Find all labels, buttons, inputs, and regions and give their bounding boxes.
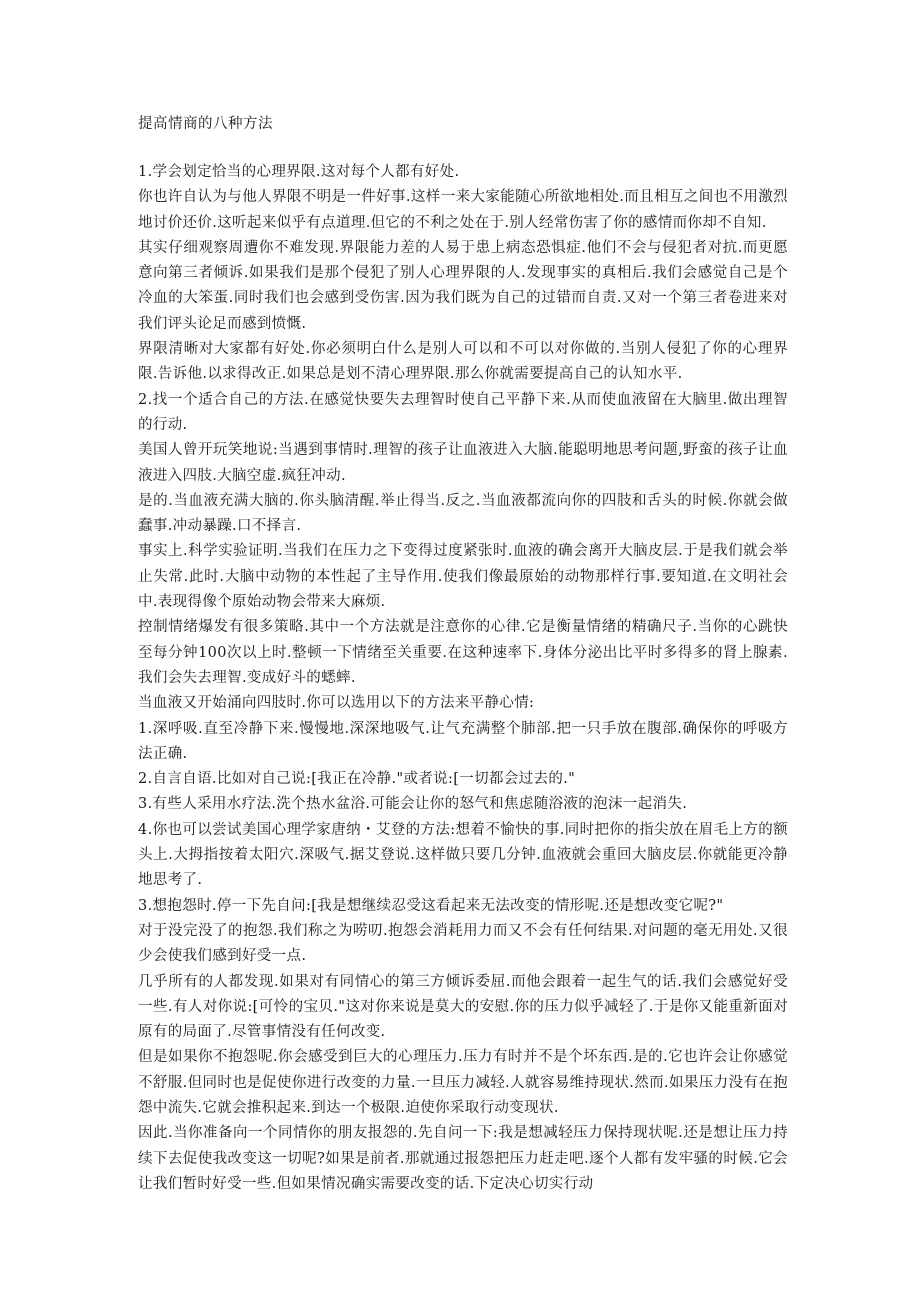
paragraph: 控制情绪爆发有很多策略.其中一个方法就是注意你的心律.它是衡量情绪的精确尺子.当你的心跳快至每分钟100次以上时.整顿一下情绪至关重要.在这种速率下.身体分泌出比平时多得多的肾上腺素.我们会失去理智.变成好斗的蟋蟀. (138, 619, 788, 686)
paragraph: 其实仔细观察周遭你不难发现.界限能力差的人易于患上病态恐惧症.他们不会与侵犯者对抗.而更愿意向第三者倾诉.如果我们是那个侵犯了别人心理界限的人.发现事实的真相后.我们会感觉自己是个冷血的大笨蛋.同时我们也会感到受伤害.因为我们既为自己的过错而自责.又对一个第三者卷进来对我们评头论足而感到愤慨. (138, 239, 788, 332)
paragraph: 4.你也可以尝试美国心理学家唐纳・艾登的方法:想着不愉快的事.同时把你的指尖放在眉毛上方的额头上.大拇指按着太阳穴.深吸气.据艾登说.这样做只要几分钟.血液就会重回大脑皮层.你就能更冷静地思考了. (138, 821, 788, 889)
paragraph: 事实上.科学实验证明.当我们在压力之下变得过度紧张时.血液的确会离开大脑皮层.于是我们就会举止失常.此时.大脑中动物的本性起了主导作用.使我们像最原始的动物那样行事.要知道.在文明社会中.表现得像个原始动物会带来大麻烦. (138, 543, 788, 611)
paragraph: 当血液又开始涌向四肢时.你可以选用以下的方法来平静心情: (138, 695, 535, 712)
paragraph: 3.有些人采用水疗法.洗个热水盆浴.可能会让你的怒气和焦虑随浴液的泡沫一起消失. (138, 796, 688, 813)
document-body (138, 160, 788, 1197)
paragraph: 1.深呼吸.直至冷静下来.慢慢地.深深地吸气.让气充满整个肺部.把一只手放在腹部.确保你的呼吸方法正确. (138, 720, 788, 762)
document-title: 提高情商的八种方法 (138, 116, 273, 132)
paragraph: 但是如果你不抱怨呢.你会感受到巨大的心理压力.压力有时并不是个坏东西.是的.它也许会让你感觉不舒服.但同时也是促使你进行改变的力量.一旦压力减轻.人就容易维持现状.然而.如果压力没有在抱怨中流失.它就会推积起来.到达一个极限.迫使你采取行动变现状. (138, 1049, 788, 1116)
paragraph: 几乎所有的人都发现.如果对有同情心的第三方倾诉委屈.而他会跟着一起生气的话.我们会感觉好受一些.有人对你说:[可怜的宝贝."这对你来说是莫大的安慰.你的压力似乎减轻了.于是你又能重新面对原有的局面了.尽管事情没有任何改变. (138, 973, 788, 1041)
paragraph: 你也许自认为与他人界限不明是一件好事.这样一来大家能随心所欲地相处.而且相互之间也不用激烈地讨价还价.这听起来似乎有点道理.但它的不利之处在于.别人经常伤害了你的感情而你却不自知. (138, 189, 788, 231)
paragraph: 因此.当你准备向一个同情你的朋友报怨的.先自问一下:我是想减轻压力保持现状呢.还是想让压力持续下去促使我改变这一切呢?如果是前者.那就通过报怨把压力赶走吧.逐个人都有发牢骚的时候.它会让我们暂时好受一些.但如果情况确实需要改变的话.下定决心切实行动 (138, 1125, 788, 1192)
document-page (138, 112, 788, 1197)
paragraph: 是的.当血液充满大脑的.你头脑清醒.举止得当.反之.当血液都流向你的四肢和舌头的时候.你就会做蠢事.冲动暴躁.口不择言. (138, 492, 788, 535)
paragraph: 3.想抱怨时.停一下先自问:[我是想继续忍受这看起来无法改变的情形呢.还是想改变它呢?" (138, 897, 724, 914)
paragraph: 界限清晰对大家都有好处.你必须明白什么是别人可以和不可以对你做的.当别人侵犯了你的心理界限.告诉他.以求得改正.如果总是划不清心理界限.那么你就需要提高自己的认知水平. (138, 341, 788, 383)
paragraph: 2.找一个适合自己的方法.在感觉快要失去理智时使自己平静下来.从而使血液留在大脑里.做出理智的行动. (138, 391, 788, 433)
paragraph: 1.学会划定恰当的心理界限.这对每个人都有好处. (138, 164, 460, 180)
paragraph: 美国人曾开玩笑地说:当遇到事情时.理智的孩子让血液进入大脑.能聪明地思考问题,野蛮的孩子让血液进入四肢.大脑空虚.疯狂冲动. (138, 442, 788, 484)
paragraph: 2.自言自语.比如对自己说:[我正在冷静."或者说:[一切都会过去的." (138, 771, 576, 788)
paragraph: 对于没完没了的抱怨.我们称之为唠叨.抱怨会消耗用力而又不会有任何结果.对问题的毫无用处.又很少会使我们感到好受一点. (138, 922, 788, 965)
